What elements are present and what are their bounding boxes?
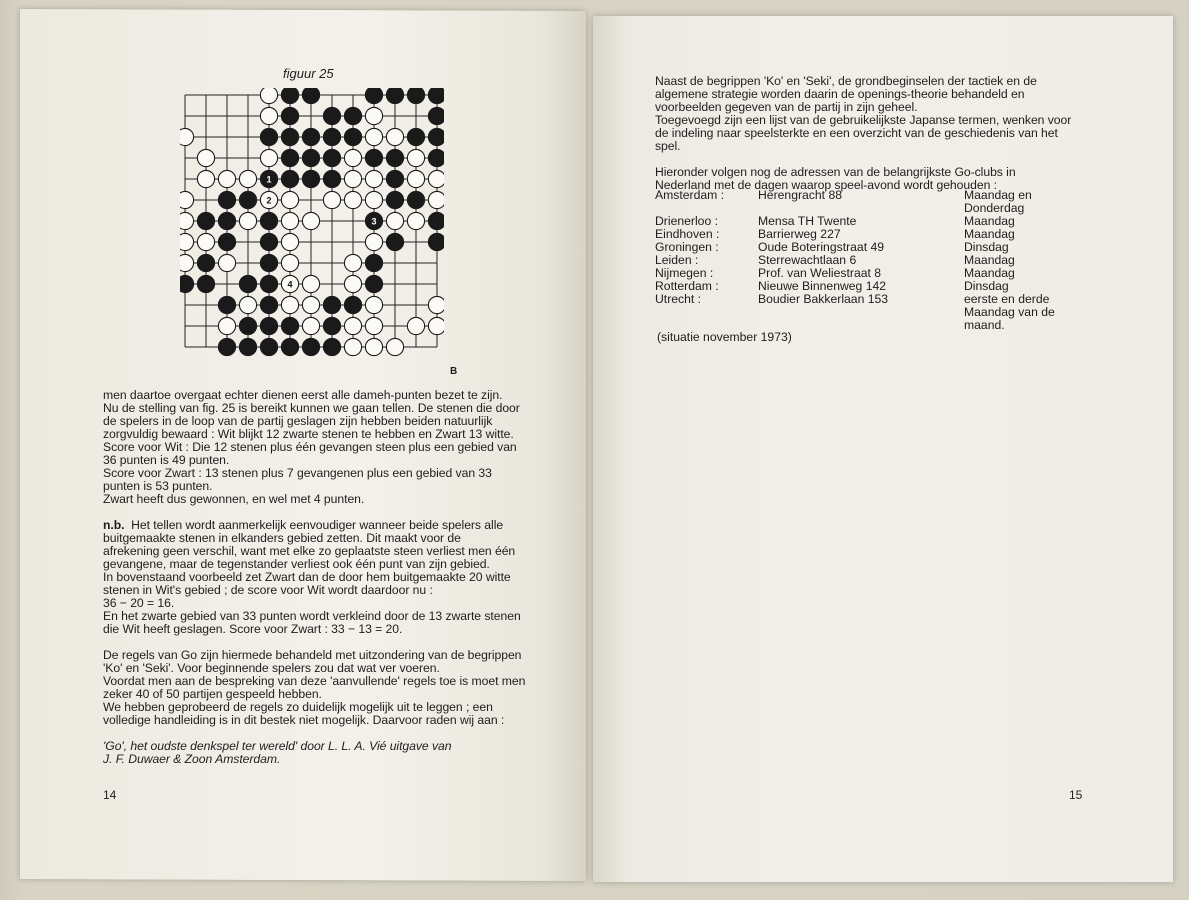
text-line: die Wit heeft geslagen. Score voor Zwart : 33 − 13 = 20. xyxy=(103,622,403,636)
club-address: Sterrewachtlaan 6 xyxy=(758,253,857,267)
black-stone xyxy=(260,128,277,145)
text-line: spel. xyxy=(655,139,681,153)
white-stone xyxy=(302,317,319,334)
club-day: Donderdag xyxy=(964,201,1025,215)
board-label: B xyxy=(450,366,458,377)
white-stone xyxy=(428,296,444,313)
black-stone xyxy=(218,296,235,313)
club-city: Drienerloo : xyxy=(655,214,718,228)
black-stone xyxy=(344,128,361,145)
text-line: Hieronder volgen nog de adressen van de belangrijkste Go-clubs in xyxy=(655,165,1016,179)
black-stone xyxy=(344,296,361,313)
white-stone xyxy=(407,317,424,334)
white-stone xyxy=(407,212,424,229)
club-address: Boudier Bakkerlaan 153 xyxy=(758,292,889,306)
white-stone xyxy=(365,233,382,250)
move-number: 2 xyxy=(266,195,272,206)
white-stone xyxy=(239,170,256,187)
black-stone xyxy=(365,88,382,104)
white-stone xyxy=(428,317,444,334)
club-address: Mensa TH Twente xyxy=(758,214,857,228)
black-stone xyxy=(302,338,319,355)
text-line: punten is 53 punten. xyxy=(103,479,213,493)
white-stone xyxy=(365,191,382,208)
text-line: De regels van Go zijn hiermede behandeld met uitzondering van de begrippen xyxy=(103,648,522,662)
white-stone xyxy=(302,212,319,229)
club-day: maand. xyxy=(964,318,1005,332)
text-line: de spelers in de loop van de partij geslagen zijn hebben beiden natuurlijk xyxy=(103,414,493,428)
white-stone xyxy=(407,149,424,166)
go-board-diagram xyxy=(180,88,444,364)
white-stone xyxy=(386,212,403,229)
text-line: Nederland met de dagen waarop speel-avond wordt gehouden : xyxy=(655,178,997,192)
text-line: de indeling naar speelsterkte en een overzicht van de geschiedenis van het xyxy=(655,126,1058,140)
club-address: Oude Boteringstraat 49 xyxy=(758,240,885,254)
black-stone xyxy=(365,275,382,292)
black-stone xyxy=(197,275,214,292)
black-stone xyxy=(323,317,340,334)
text-line: Score voor Zwart : 13 stenen plus 7 gevangenen plus een gebied van 33 xyxy=(103,466,492,480)
text-line: voorbeelden gegeven van de partij in zijn geheel. xyxy=(655,100,918,114)
text-line: Nu de stelling van fig. 25 is bereikt kunnen we gaan tellen. De stenen die door xyxy=(103,401,520,415)
text-line: Toegevoegd zijn een lijst van de gebruikelijkste Japanse termen, wenken voor xyxy=(655,113,1072,127)
white-stone xyxy=(260,107,277,124)
black-stone xyxy=(302,149,319,166)
club-city: Rotterdam : xyxy=(655,279,719,293)
black-stone xyxy=(428,149,444,166)
black-stone xyxy=(386,149,403,166)
black-stone xyxy=(260,254,277,271)
white-stone xyxy=(365,128,382,145)
black-stone xyxy=(365,149,382,166)
white-stone xyxy=(218,254,235,271)
text-line: stenen in Wit's gebied ; de score voor Wit wordt daardoor nu : xyxy=(103,583,433,597)
black-stone xyxy=(302,128,319,145)
move-number: 1 xyxy=(266,174,272,185)
club-address: Herengracht 88 xyxy=(758,188,843,202)
white-stone xyxy=(428,170,444,187)
club-address: Barrierweg 227 xyxy=(758,227,841,241)
club-day: Maandag xyxy=(964,227,1015,241)
club-day: Dinsdag xyxy=(964,240,1009,254)
white-stone xyxy=(260,149,277,166)
text-line: En het zwarte gebied van 33 punten wordt verkleind door de 13 zwarte stenen xyxy=(103,609,521,623)
black-stone xyxy=(260,317,277,334)
black-stone xyxy=(281,317,298,334)
move-number: 4 xyxy=(287,279,293,290)
white-stone xyxy=(197,149,214,166)
text-line: 'Ko' en 'Seki'. Voor beginnende spelers zou dat wat ver voeren. xyxy=(103,661,440,675)
page-number-left: 14 xyxy=(103,788,117,802)
white-stone xyxy=(302,296,319,313)
black-stone xyxy=(323,296,340,313)
text-line: 36 punten is 49 punten. xyxy=(103,453,230,467)
white-stone xyxy=(197,170,214,187)
white-stone xyxy=(281,233,298,250)
white-stone xyxy=(302,275,319,292)
text-line: buitgemaakte stenen in elkanders gebied zetten. Dit maakt voor de xyxy=(103,531,461,545)
white-stone xyxy=(281,191,298,208)
black-stone xyxy=(323,128,340,145)
white-stone xyxy=(180,212,194,229)
club-city: Eindhoven : xyxy=(655,227,720,241)
text-line: men daartoe overgaat echter dienen eerst alle dameh-punten bezet te zijn. xyxy=(103,388,503,402)
text-line: Zwart heeft dus gewonnen, en wel met 4 punten. xyxy=(103,492,365,506)
black-stone xyxy=(302,88,319,104)
black-stone xyxy=(260,212,277,229)
white-stone xyxy=(281,254,298,271)
black-stone xyxy=(323,338,340,355)
text-line: J. F. Duwaer & Zoon Amsterdam. xyxy=(103,752,281,766)
text-line: Naast de begrippen 'Ko' en 'Seki', de grondbeginselen der tactiek en de xyxy=(655,74,1037,88)
move-number: 3 xyxy=(371,216,377,227)
club-city: Utrecht : xyxy=(655,292,702,306)
white-stone xyxy=(344,338,361,355)
club-day: Dinsdag xyxy=(964,279,1009,293)
black-stone xyxy=(323,170,340,187)
white-stone xyxy=(180,233,194,250)
black-stone xyxy=(323,107,340,124)
text-line: We hebben geprobeerd de regels zo duidelijk mogelijk uit te leggen ; een xyxy=(103,700,493,714)
white-stone xyxy=(365,338,382,355)
black-stone xyxy=(239,338,256,355)
club-address: Prof. van Weliestraat 8 xyxy=(758,266,882,280)
black-stone xyxy=(428,88,444,104)
text-line: 'Go', het oudste denkspel ter wereld' door L. L. A. Vié uitgave van xyxy=(103,739,452,753)
black-stone xyxy=(281,338,298,355)
black-stone xyxy=(218,191,235,208)
white-stone xyxy=(218,317,235,334)
white-stone xyxy=(344,275,361,292)
white-stone xyxy=(180,128,194,145)
black-stone xyxy=(281,149,298,166)
club-day: Maandag xyxy=(964,214,1015,228)
scoring-paragraph xyxy=(103,389,525,506)
black-stone xyxy=(428,107,444,124)
page-number-right: 15 xyxy=(1069,788,1083,802)
black-stone xyxy=(407,128,424,145)
black-stone xyxy=(428,128,444,145)
rules-paragraph xyxy=(103,649,525,727)
black-stone xyxy=(428,233,444,250)
text-line: zorgvuldig bewaard : Wit blijkt 12 zwarte stenen te hebben en Zwart 13 witte. xyxy=(103,427,514,441)
white-stone xyxy=(260,88,277,104)
black-stone xyxy=(260,275,277,292)
club-day: Maandag xyxy=(964,253,1015,267)
text-line: zeker 40 of 50 partijen gespeeld hebben. xyxy=(103,687,322,701)
text-line-content: Het tellen wordt aanmerkelijk eenvoudiger wanneer beide spelers alle xyxy=(131,518,504,532)
text-line: volledige handleiding is in dit bestek niet mogelijk. Daarvoor raden wij aan : xyxy=(103,713,505,727)
white-stone xyxy=(344,191,361,208)
black-stone xyxy=(281,107,298,124)
black-stone xyxy=(218,233,235,250)
intro-paragraph xyxy=(655,75,1071,153)
black-stone xyxy=(344,107,361,124)
black-stone xyxy=(239,191,256,208)
white-stone xyxy=(365,107,382,124)
black-stone xyxy=(323,149,340,166)
right-page-text xyxy=(655,75,1071,192)
black-stone xyxy=(407,88,424,104)
black-stone xyxy=(218,338,235,355)
club-day: eerste en derde xyxy=(964,292,1050,306)
black-stone xyxy=(302,170,319,187)
white-stone xyxy=(197,233,214,250)
white-stone xyxy=(407,170,424,187)
nb-label: n.b. xyxy=(103,518,125,532)
black-stone xyxy=(239,317,256,334)
black-stone xyxy=(407,191,424,208)
black-stone xyxy=(281,88,298,104)
white-stone xyxy=(344,317,361,334)
white-stone xyxy=(180,254,194,271)
white-stone xyxy=(386,128,403,145)
white-stone xyxy=(281,212,298,229)
text-line: Voordat men aan de bespreking van deze 'aanvullende' regels toe is moet men xyxy=(103,674,526,688)
go-board-figure xyxy=(180,88,444,369)
left-page-text xyxy=(103,389,525,766)
black-stone xyxy=(180,275,194,292)
black-stone xyxy=(386,170,403,187)
black-stone xyxy=(428,212,444,229)
nb-paragraph xyxy=(103,519,525,636)
black-stone xyxy=(260,296,277,313)
black-stone xyxy=(260,233,277,250)
text-line: Score voor Wit : Die 12 stenen plus één gevangen steen plus een gebied van xyxy=(103,440,517,454)
situation-note: (situatie november 1973) xyxy=(657,330,792,344)
black-stone xyxy=(281,128,298,145)
white-stone xyxy=(365,170,382,187)
figure-caption: figuur 25 xyxy=(283,66,334,81)
white-stone xyxy=(365,317,382,334)
club-address: Nieuwe Binnenweg 142 xyxy=(758,279,887,293)
black-stone xyxy=(260,338,277,355)
black-stone xyxy=(386,233,403,250)
club-day: Maandag en xyxy=(964,188,1032,202)
black-stone xyxy=(197,254,214,271)
text-line: In bovenstaand voorbeeld zet Zwart dan de door hem buitgemaakte 20 witte xyxy=(103,570,511,584)
black-stone xyxy=(386,88,403,104)
white-stone xyxy=(180,191,194,208)
club-city: Leiden : xyxy=(655,253,699,267)
club-day: Maandag xyxy=(964,266,1015,280)
white-stone xyxy=(323,191,340,208)
white-stone xyxy=(239,296,256,313)
black-stone xyxy=(197,212,214,229)
black-stone xyxy=(218,212,235,229)
club-city: Amsterdam : xyxy=(655,188,725,202)
black-stone xyxy=(365,254,382,271)
white-stone xyxy=(428,191,444,208)
white-stone xyxy=(344,254,361,271)
white-stone xyxy=(344,170,361,187)
black-stone xyxy=(386,191,403,208)
text-line: algemene strategie worden daarin de openings-theorie behandeld en xyxy=(655,87,1025,101)
club-day: Maandag van de xyxy=(964,305,1055,319)
text-line: afrekening geen verschil, want met elke zo geplaatste steen verliest men één xyxy=(103,544,516,558)
white-stone xyxy=(365,296,382,313)
black-stone xyxy=(239,275,256,292)
club-city: Groningen : xyxy=(655,240,719,254)
white-stone xyxy=(218,170,235,187)
white-stone xyxy=(386,338,403,355)
text-line: gevangene, maar de tegenstander verliest ook één punt van zijn gebied. xyxy=(103,557,490,571)
black-stone xyxy=(281,170,298,187)
reference-paragraph xyxy=(103,740,525,766)
white-stone xyxy=(239,212,256,229)
club-city: Nijmegen : xyxy=(655,266,714,280)
text-line: 36 − 20 = 16. xyxy=(103,596,175,610)
white-stone xyxy=(281,296,298,313)
white-stone xyxy=(344,149,361,166)
